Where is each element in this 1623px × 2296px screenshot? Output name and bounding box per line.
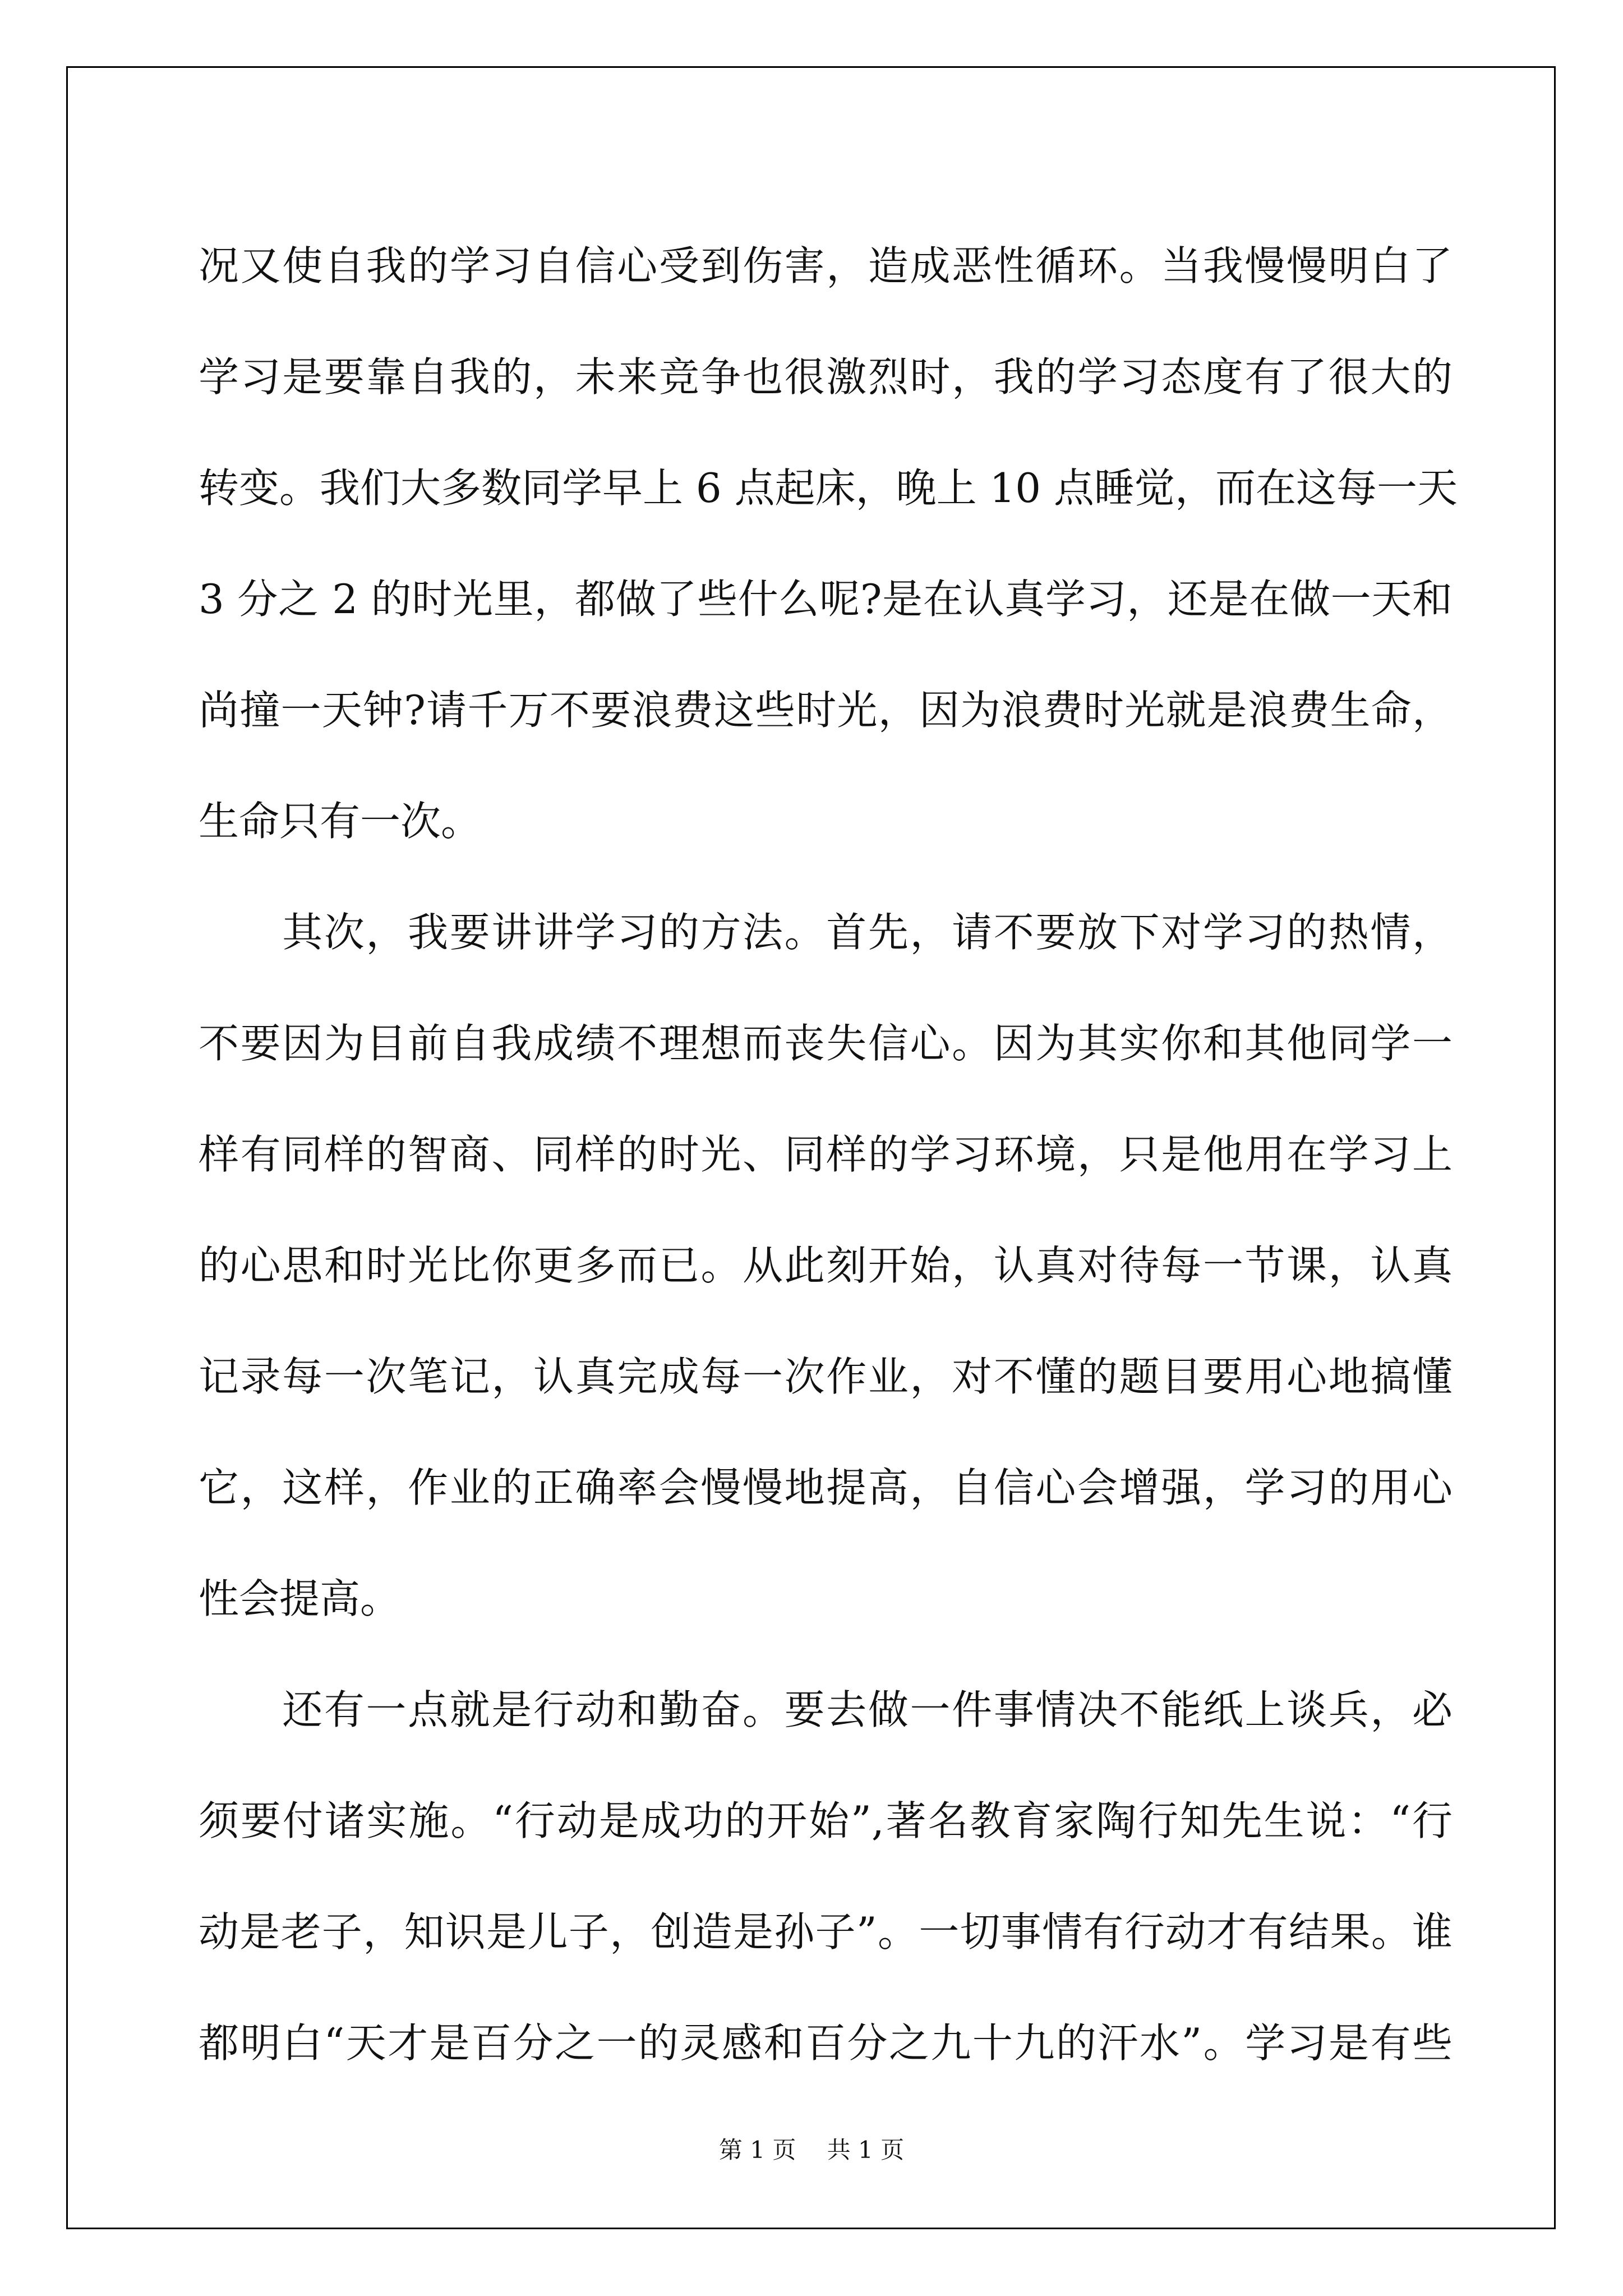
- text-line: 转变。我们大多数同学早上 6 点起床，晚上 10 点睡觉，而在这每一天: [199, 464, 1458, 512]
- text-line: 都明白“天才是百分之一的灵感和百分之九十九的汗水”。学习是有些: [199, 2019, 1453, 2067]
- text-line: 3 分之 2 的时光里，都做了些什么呢?是在认真学习，还是在做一天和: [199, 576, 1453, 623]
- text-line: 不要因为目前自我成绩不理想而丧失信心。因为其实你和其他同学一: [199, 1020, 1453, 1067]
- page-number-footer: 第 1 页 共 1 页: [718, 2136, 905, 2164]
- text-line: 学习是要靠自我的，未来竞争也很激烈时，我的学习态度有了很大的: [199, 353, 1453, 401]
- text-line: 尚撞一天钟?请千万不要浪费这些时光，因为浪费时光就是浪费生命，: [199, 687, 1453, 734]
- text-line: 性会提高。: [199, 1575, 401, 1622]
- text-line: 须要付诸实施。“行动是成功的开始”,著名教育家陶行知先生说：“行: [199, 1797, 1453, 1844]
- text-line: 动是老子，知识是儿子，创造是孙子”。一切事情有行动才有结果。谁: [199, 1908, 1453, 1955]
- text-line: 其次，我要讲讲学习的方法。首先，请不要放下对学习的热情，: [199, 909, 1453, 956]
- text-line: 它，这样，作业的正确率会慢慢地提高，自信心会增强，学习的用心: [199, 1464, 1453, 1511]
- text-line: 生命只有一次。: [199, 798, 482, 845]
- text-line: 的心思和时光比你更多而已。从此刻开始，认真对待每一节课，认真: [199, 1242, 1453, 1289]
- text-line: 况又使自我的学习自信心受到伤害，造成恶性循环。当我慢慢明白了: [199, 242, 1453, 289]
- text-line: 记录每一次笔记，认真完成每一次作业，对不懂的题目要用心地搞懂: [199, 1353, 1453, 1400]
- text-line: 样有同样的智商、同样的时光、同样的学习环境，只是他用在学习上: [199, 1131, 1453, 1178]
- text-line: 还有一点就是行动和勤奋。要去做一件事情决不能纸上谈兵，必: [199, 1686, 1453, 1733]
- document-body: [199, 210, 1458, 2099]
